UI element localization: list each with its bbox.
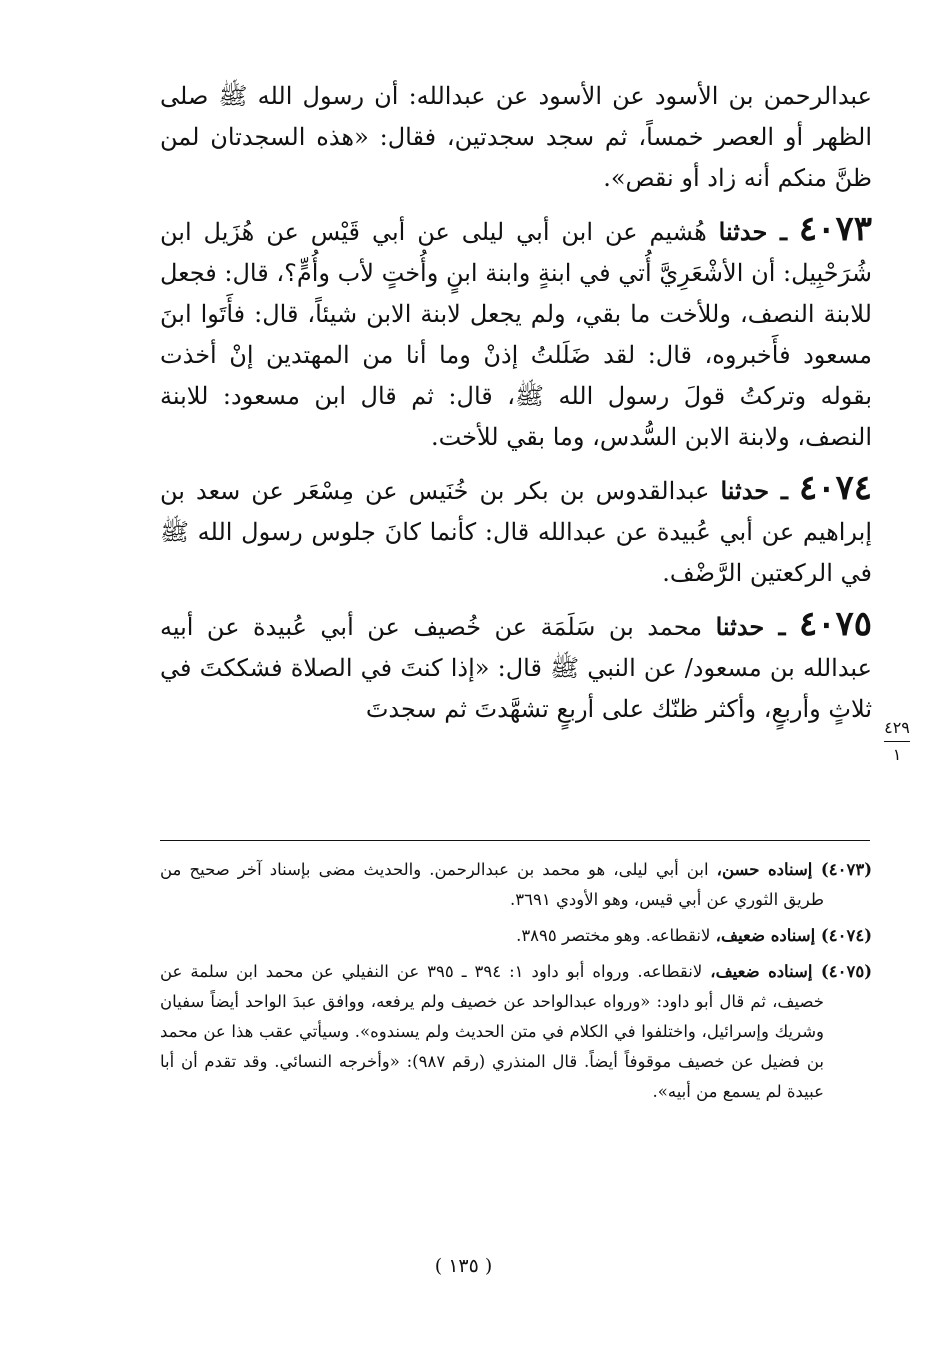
footnote-text: لانقطاعه. ورواه أبو داود ١: ٣٩٤ ـ ٣٩٥ عن النفيلي عن محمد ابن سلمة عن خصيف، ثم قال أبو داود: «ورواه عبدالواحد عن خصيف ولم يرفعه، ووافق عبدَ الواحد أيضاً سفيان وشريك وإسرائيل، واختلفوا في الكلام في متن الحديث ولم يسندوه». وسيأتي عقب هذا عن محمد بن فضيل عن خصيف موقوفاً أيضاً. قال المنذري (رقم ٩٨٧): «وأخرجه النسائي. وقد تقدم أن أبا عبيدة لم يسمع من أبيه». [160,962,824,1101]
footnote [160,855,872,915]
hadith-lead: ـ حدثنا [718,217,787,246]
footnote-text: لانقطاعه. وهو مختصر ٣٨٩٥. [516,926,711,945]
hadith-text: هُشيم عن ابن أبي ليلى عن أبي قَيْس عن هُزَيل ابن شُرَحْبِيل: أن الأشْعَرِيَّ أُتي في ابنةٍ وابنة ابنٍ وأُختٍ لأب وأُمٍّ؟، قال: فجعل للابنة النصف، وللأخت ما بقي، ولم يجعل لابنة الابن شيئاً، قال: فأَتَوا ابنَ مسعود فأَخبروه، قال: لقد ضَلَلتُ إذنْ وما أنا من المهتدين إنْ أخذت بقوله وتركتُ قولَ رسول الله ﷺ، قال: ثم قال ابن مسعود: للابنة النصف، ولابنة الابن السُّدس، وما بقي للأخت. [160,218,872,451]
margin-ref-part: ١ [892,745,902,764]
footnote-label: (٤٠٧٥) إسناده ضعيف، [710,962,873,981]
continuation-paragraph: عبدالرحمن بن الأسود عن الأسود عن عبدالله: أن رسول الله ﷺ صلى الظهر أو العصر خمساً، ثم سجد سجدتين، فقال: «هذه السجدتان لمن ظنَّ منكم أنه زاد أو نقص». [160,82,872,192]
hadith-4073 [160,209,872,458]
hadith-lead: ـ حدثنا [720,476,788,505]
hadith-text: عبدالقدوس بن بكر بن خُنَيس عن مِسْعَر عن سعد بن إبراهيم عن أبي عُبيدة عن عبدالله قال: كأنما كانَ جلوس رسول الله ﷺ في الركعتين الرَّضْف. [160,477,872,587]
footnote [160,921,872,951]
footnote-label: (٤٠٧٣) إسناده حسن، [716,860,873,879]
footnote [160,957,872,1107]
footnote-label: (٤٠٧٤) إسناده ضعيف، [715,926,872,945]
margin-ref-volume-page: ٤٢٩ [884,718,910,737]
margin-reference [880,718,914,765]
hadith-number: ٤٠٧٥ [798,604,873,644]
hadith-number: ٤٠٧٣ [798,209,872,249]
footnotes [160,855,872,1113]
hadith-lead: ـ حدثنا [715,612,786,641]
hadith-text: محمد بن سَلَمَة عن خُصيف عن أبي عُبيدة عن أبيه عبدالله بن مسعود/ عن النبي ﷺ قال: «إذا كنتَ في الصلاة فشككتَ في ثلاثٍ وأربعٍ، وأكثر ظنّك على أربعٍ تشهَّدتَ ثم سجدتَ [160,613,872,723]
hadith-4074 [160,468,872,594]
main-text [160,76,872,730]
hadith-4075 [160,604,872,730]
hadith-number: ٤٠٧٤ [798,468,872,508]
footnote-separator [160,840,870,841]
page-number: ( ١٣٥ ) [434,1255,493,1277]
margin-ref-divider [884,741,910,742]
footnote-text: ابن أبي ليلى، هو محمد بن عبدالرحمن. والحديث مضى بإسناد آخر صحيح من طريق الثوري عن أبي قيس، وهو الأودي ٣٦٩١. [160,860,824,909]
